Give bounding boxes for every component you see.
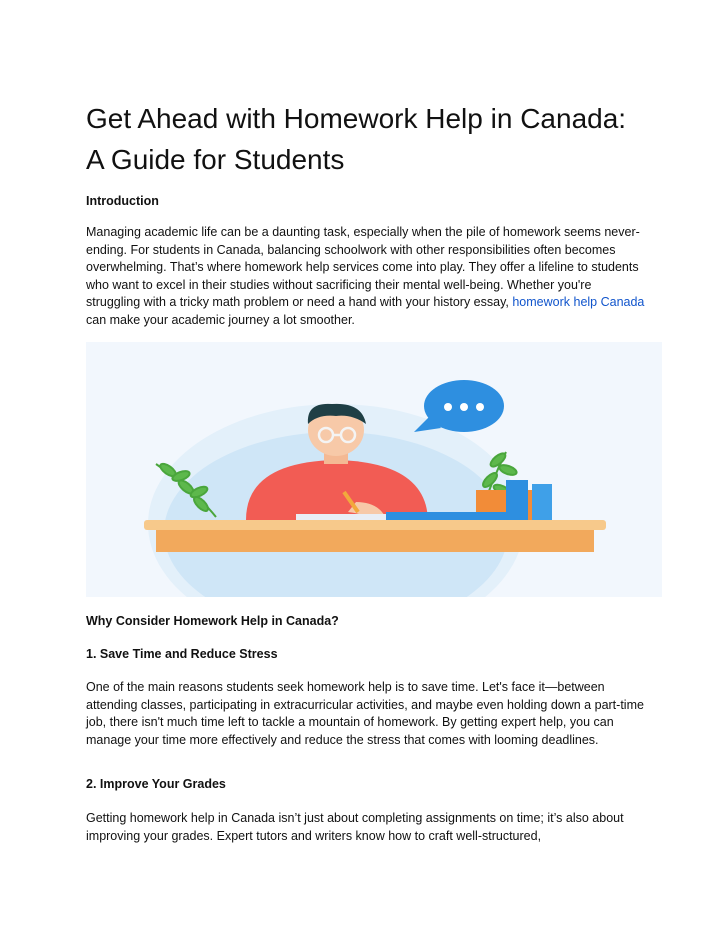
why-heading: Why Consider Homework Help in Canada? — [86, 614, 339, 628]
student-desk-illustration — [86, 342, 662, 597]
desk-top — [144, 520, 606, 530]
introduction-heading: Introduction — [86, 194, 159, 208]
page-title: Get Ahead with Homework Help in Canada: A Guide for Students — [86, 103, 627, 175]
introduction-paragraph — [86, 224, 646, 330]
hero-illustration — [86, 342, 662, 597]
section1-paragraph: One of the main reasons students seek homework help is to save time. Let's face it—between attending classes, participating in extracurricular activities, and maybe even holding down a part-time job, there isn't much time left to tackle a mountain of homework. By getting expert help, you can manage your time more effectively and reduce the stress that comes with looming deadlines. — [86, 680, 644, 747]
intro-text: Managing academic life can be a daunting task, especially when the pile of homework seems never-ending. For students in Canada, balancing schoolwork with other responsibilities often becomes overwhelming. That’s where homework help services come into play. They offer a lifeline to students who want to excel in their studies without sacrificing their mental well-being. Whether you're struggling with a tricky math problem or need a hand with your history essay, — [86, 225, 640, 310]
section2-heading: 2. Improve Your Grades — [86, 777, 226, 791]
section1-heading: 1. Save Time and Reduce Stress — [86, 647, 278, 661]
homework-help-canada-link[interactable]: homework help Canada — [512, 295, 645, 310]
desk-front — [156, 530, 594, 552]
section2-paragraph: Getting homework help in Canada isn’t just about completing assignments on time; it’s also about improving your grades. Expert tutors and writers know how to craft well-structured, — [86, 811, 624, 843]
intro-text-end: can make your academic journey a lot smoother. — [86, 312, 355, 327]
